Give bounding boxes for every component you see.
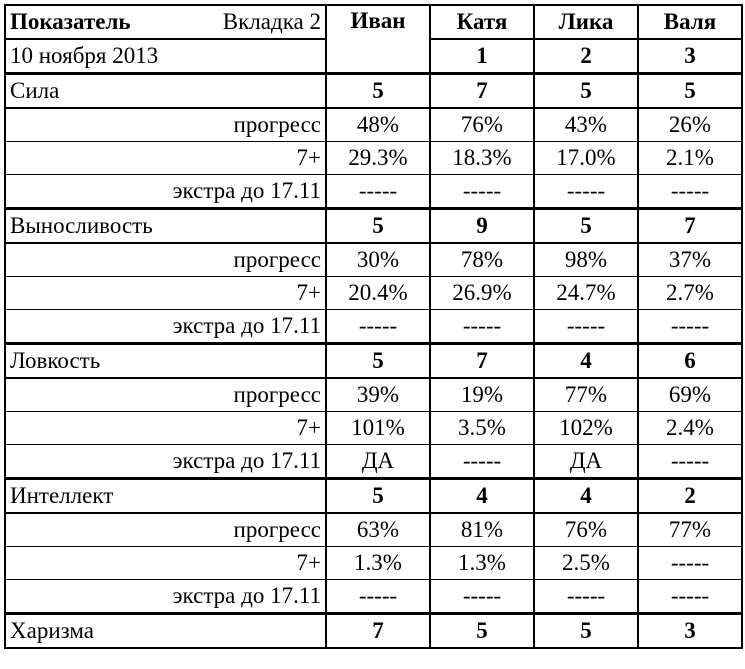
seven-plus-row xyxy=(5,547,742,580)
sub-label: экстра до 17.11 xyxy=(5,175,326,209)
sub-label: прогресс xyxy=(5,243,326,277)
sub-label: 7+ xyxy=(5,547,326,580)
sub-value: ----- xyxy=(638,547,742,580)
sub-value: 19% xyxy=(430,378,534,412)
sub-value: 29.3% xyxy=(326,142,430,175)
sub-value: 102% xyxy=(534,412,638,445)
progress-row xyxy=(5,243,742,277)
sub-value: ----- xyxy=(430,445,534,479)
stat-value: 6 xyxy=(638,344,742,379)
progress-row xyxy=(5,108,742,142)
sub-value: 63% xyxy=(326,513,430,547)
sub-value: ----- xyxy=(534,580,638,614)
seven-plus-row xyxy=(5,142,742,175)
stat-value: 7 xyxy=(430,74,534,109)
stats-table xyxy=(4,4,743,649)
sub-value: 39% xyxy=(326,378,430,412)
sub-value: ----- xyxy=(326,580,430,614)
number-lika: 2 xyxy=(534,39,638,74)
stat-name: Харизма xyxy=(5,614,326,649)
sub-value: 1.3% xyxy=(326,547,430,580)
sub-value: 78% xyxy=(430,243,534,277)
extra-row xyxy=(5,445,742,479)
sub-value: 3.5% xyxy=(430,412,534,445)
name-katya: Катя xyxy=(430,5,534,39)
sub-value: 69% xyxy=(638,378,742,412)
name-lika: Лика xyxy=(534,5,638,39)
stat-value: 4 xyxy=(430,479,534,514)
sub-value: 24.7% xyxy=(534,277,638,310)
sub-value: ----- xyxy=(326,310,430,344)
sub-label: экстра до 17.11 xyxy=(5,310,326,344)
stat-name: Ловкость xyxy=(5,344,326,379)
stat-name: Выносливость xyxy=(5,209,326,244)
stat-value: 5 xyxy=(534,614,638,649)
sub-value: 37% xyxy=(638,243,742,277)
sub-value: ----- xyxy=(430,310,534,344)
sub-label: 7+ xyxy=(5,412,326,445)
name-valya: Валя xyxy=(638,5,742,39)
stat-row xyxy=(5,614,742,649)
sub-value: 18.3% xyxy=(430,142,534,175)
date-label: 10 ноября 2013 xyxy=(5,39,326,74)
sub-label: прогресс xyxy=(5,378,326,412)
stat-value: 4 xyxy=(534,479,638,514)
tab-label: Вкладка 2 xyxy=(222,9,321,34)
stat-value: 5 xyxy=(326,479,430,514)
sub-value: 2.5% xyxy=(534,547,638,580)
stat-value: 4 xyxy=(534,344,638,379)
sub-label: экстра до 17.11 xyxy=(5,445,326,479)
sub-value: 20.4% xyxy=(326,277,430,310)
seven-plus-row xyxy=(5,412,742,445)
seven-plus-row xyxy=(5,277,742,310)
sub-value: 76% xyxy=(534,513,638,547)
sub-value: 30% xyxy=(326,243,430,277)
stat-row xyxy=(5,74,742,109)
sub-value: ----- xyxy=(638,175,742,209)
sub-value: ----- xyxy=(326,175,430,209)
sub-value: 77% xyxy=(638,513,742,547)
sub-value: 17.0% xyxy=(534,142,638,175)
sub-value: ДА xyxy=(326,445,430,479)
stat-value: 3 xyxy=(638,614,742,649)
sub-value: 101% xyxy=(326,412,430,445)
stat-value: 5 xyxy=(430,614,534,649)
sub-value: 2.4% xyxy=(638,412,742,445)
sub-label: прогресс xyxy=(5,108,326,142)
stat-value: 5 xyxy=(326,74,430,109)
sub-value: ----- xyxy=(534,175,638,209)
extra-row xyxy=(5,310,742,344)
stat-name: Интеллект xyxy=(5,479,326,514)
header-row xyxy=(5,5,742,39)
sub-value: 26% xyxy=(638,108,742,142)
sub-value: ----- xyxy=(638,445,742,479)
sub-value: 1.3% xyxy=(430,547,534,580)
stat-row xyxy=(5,209,742,244)
stat-value: 9 xyxy=(430,209,534,244)
name-ivan: Иван xyxy=(326,5,430,74)
sub-value: ----- xyxy=(638,580,742,614)
stat-row xyxy=(5,479,742,514)
sub-value: 43% xyxy=(534,108,638,142)
stat-value: 7 xyxy=(430,344,534,379)
sub-value: 76% xyxy=(430,108,534,142)
stat-value: 7 xyxy=(326,614,430,649)
sub-value: ДА xyxy=(534,445,638,479)
indicator-label: Показатель xyxy=(10,9,131,34)
sub-value: 26.9% xyxy=(430,277,534,310)
sub-value: ----- xyxy=(430,175,534,209)
number-valya: 3 xyxy=(638,39,742,74)
stat-value: 2 xyxy=(638,479,742,514)
sub-value: 48% xyxy=(326,108,430,142)
stat-value: 5 xyxy=(534,74,638,109)
stat-value: 5 xyxy=(638,74,742,109)
sub-value: 81% xyxy=(430,513,534,547)
sub-value: 77% xyxy=(534,378,638,412)
sub-label: 7+ xyxy=(5,142,326,175)
extra-row xyxy=(5,580,742,614)
sub-label: 7+ xyxy=(5,277,326,310)
sub-label: прогресс xyxy=(5,513,326,547)
sub-value: 98% xyxy=(534,243,638,277)
stat-value: 5 xyxy=(534,209,638,244)
stat-value: 7 xyxy=(638,209,742,244)
sub-value: ----- xyxy=(430,580,534,614)
sub-value: ----- xyxy=(534,310,638,344)
stat-value: 5 xyxy=(326,209,430,244)
sub-value: 2.1% xyxy=(638,142,742,175)
stat-name: Сила xyxy=(5,74,326,109)
stat-value: 5 xyxy=(326,344,430,379)
number-katya: 1 xyxy=(430,39,534,74)
progress-row xyxy=(5,378,742,412)
header-title-cell xyxy=(5,5,326,39)
extra-row xyxy=(5,175,742,209)
stat-row xyxy=(5,344,742,379)
sub-value: ----- xyxy=(638,310,742,344)
progress-row xyxy=(5,513,742,547)
sub-value: 2.7% xyxy=(638,277,742,310)
sub-label: экстра до 17.11 xyxy=(5,580,326,614)
